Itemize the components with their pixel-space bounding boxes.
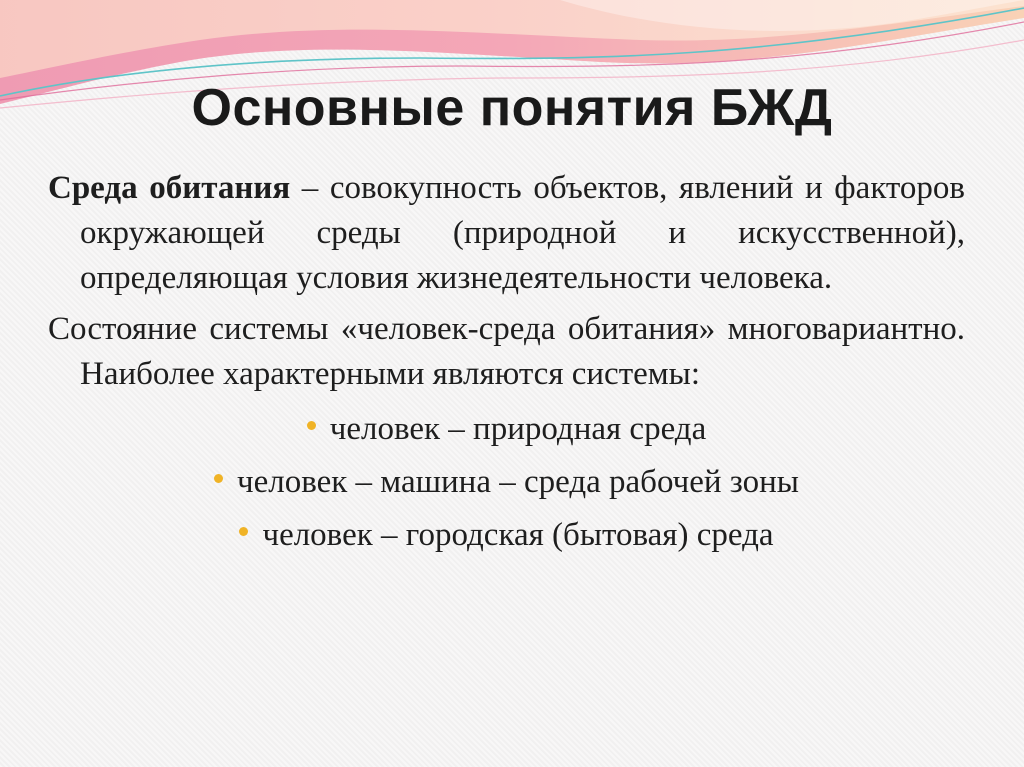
list-item-text: человек – природная среда [329, 411, 707, 447]
slide-title: Основные понятия БЖД [191, 79, 833, 137]
systems-list [48, 407, 965, 558]
definition-term: Среда обитания [48, 170, 291, 206]
list-item [48, 407, 965, 452]
bullet-dot-icon [214, 474, 223, 483]
definition-text: – совокупность объектов, явлений и факторов окружающей среды (природной и искусственной), определяющая условия жизнедеятельности человека. [80, 170, 965, 296]
list-item [48, 460, 965, 505]
slide-body [48, 166, 965, 566]
list-item-text: человек – городская (бытовая) среда [262, 517, 774, 553]
bullet-dot-icon [307, 421, 316, 430]
bullet-dot-icon [239, 527, 248, 536]
systems-paragraph: Состояние системы «человек-среда обитания» многовариантно. Наиболее характерными являются системы: [48, 311, 965, 392]
list-item-text: человек – машина – среда рабочей зоны [237, 464, 799, 500]
definition-paragraph [48, 166, 965, 301]
list-item [48, 513, 965, 558]
